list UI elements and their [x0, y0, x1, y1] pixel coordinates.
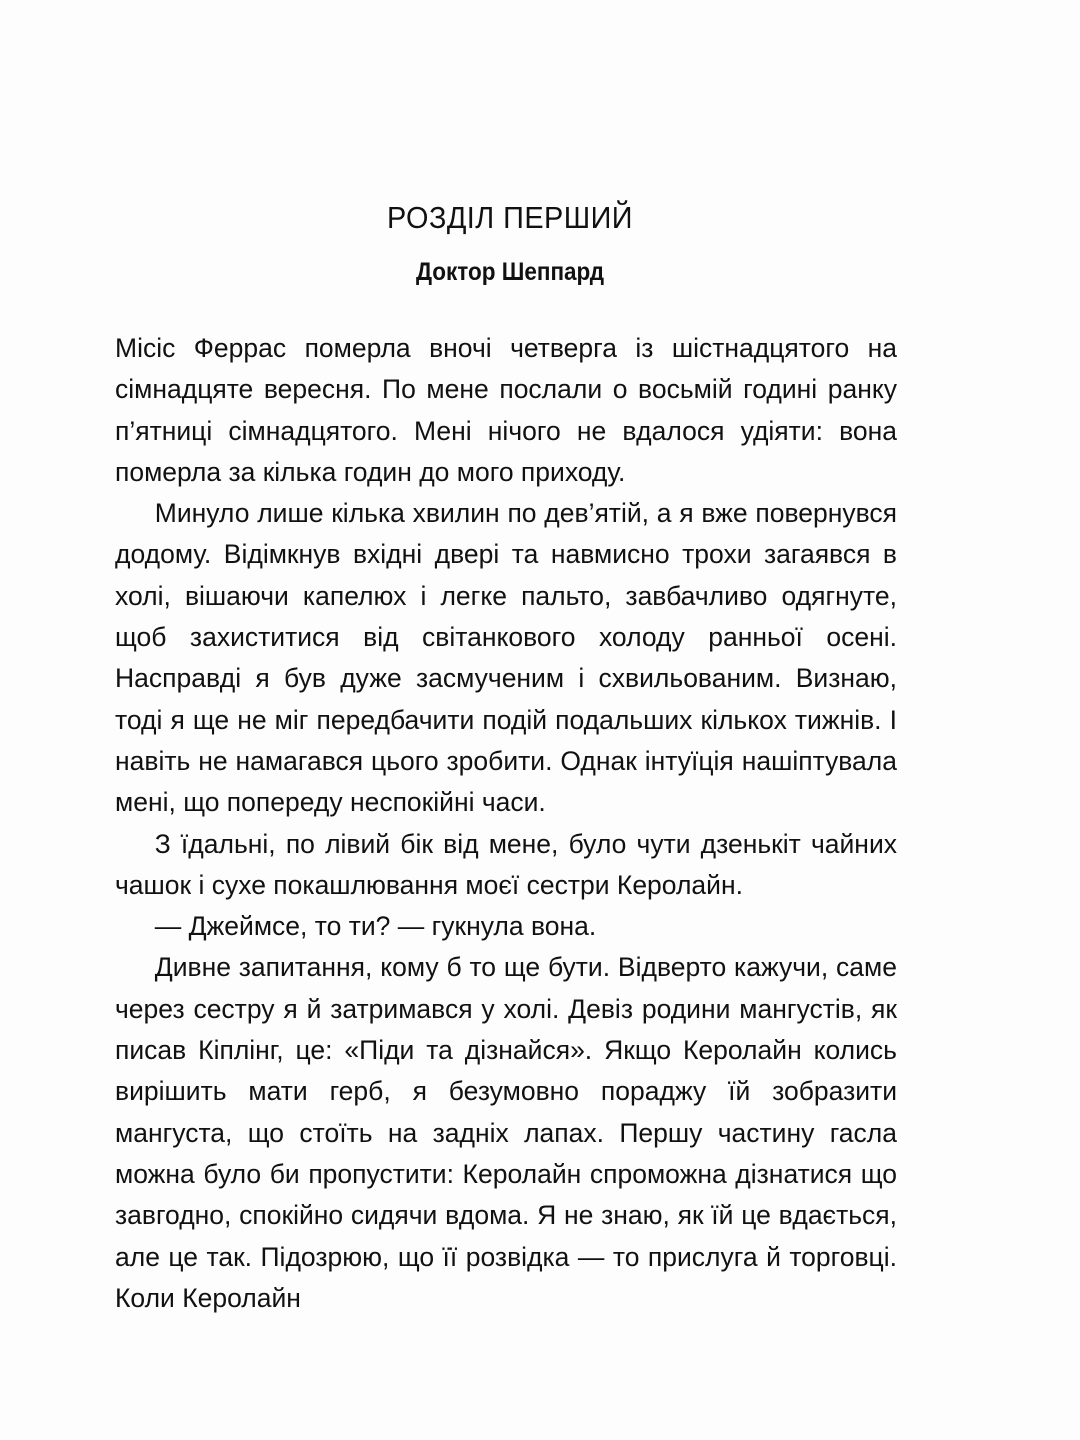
body-text	[115, 328, 897, 1319]
paragraph-3: З їдальні, по лівий бік від мене, було чути дзенькіт чайних чашок і сухе покашлювання моєї сестри Керолайн.	[115, 828, 897, 900]
paragraph-4-dialogue: — Джеймсе, то ти? — гукнула вона.	[154, 911, 597, 942]
chapter-heading: РОЗДІЛ ПЕРШИЙ	[386, 200, 633, 235]
chapter-subtitle: Доктор Шеппард	[415, 258, 605, 286]
paragraph-2: Минуло лише кілька хвилин по дев’ятій, а я вже повернувся додому. Відімкнув вхідні двері та навмисно трохи загаявся в холі, вішаючи капелюх і легке пальто, завбачливо одягнуте, щоб захиститися від світанкового холоду ранньої осені. Насправді я був дуже засмученим і схвильованим. Визнаю, тоді я ще не міг передбачити подій подальших кількох тижнів. І навіть не намагався цього зробити. Однак інтуїція нашіптувала мені, що попереду неспокійні часи.	[115, 498, 897, 818]
paragraph-1: Місіс Феррас померла вночі четверга із шістнадцятого на сімнадцяте вересня. По мене послали о восьмій годині ранку п’ятниці сімнадцятого. Мені нічого не вдалося удіяти: вона померла за кілька годин до мого приходу.	[115, 333, 897, 487]
paragraph-5: Дивне запитання, кому б то ще бути. Відверто кажучи, саме через сестру я й затримався у холі. Девіз родини мангустів, як писав Кіплінг, це: «Піди та дізнайся». Якщо Керолайн колись вирішить мати герб, я безумовно пораджу їй зобразити мангуста, що стоїть на задніх лапах. Першу частину гасла можна було би пропустити: Керолайн спроможна дізнатися що завгодно, спокійно сидячи вдома. Я не знаю, як їй це вдається, але це так. Підозрюю, що її розвідка — то прислуга й торговці. Коли Керолайн	[115, 952, 897, 1313]
